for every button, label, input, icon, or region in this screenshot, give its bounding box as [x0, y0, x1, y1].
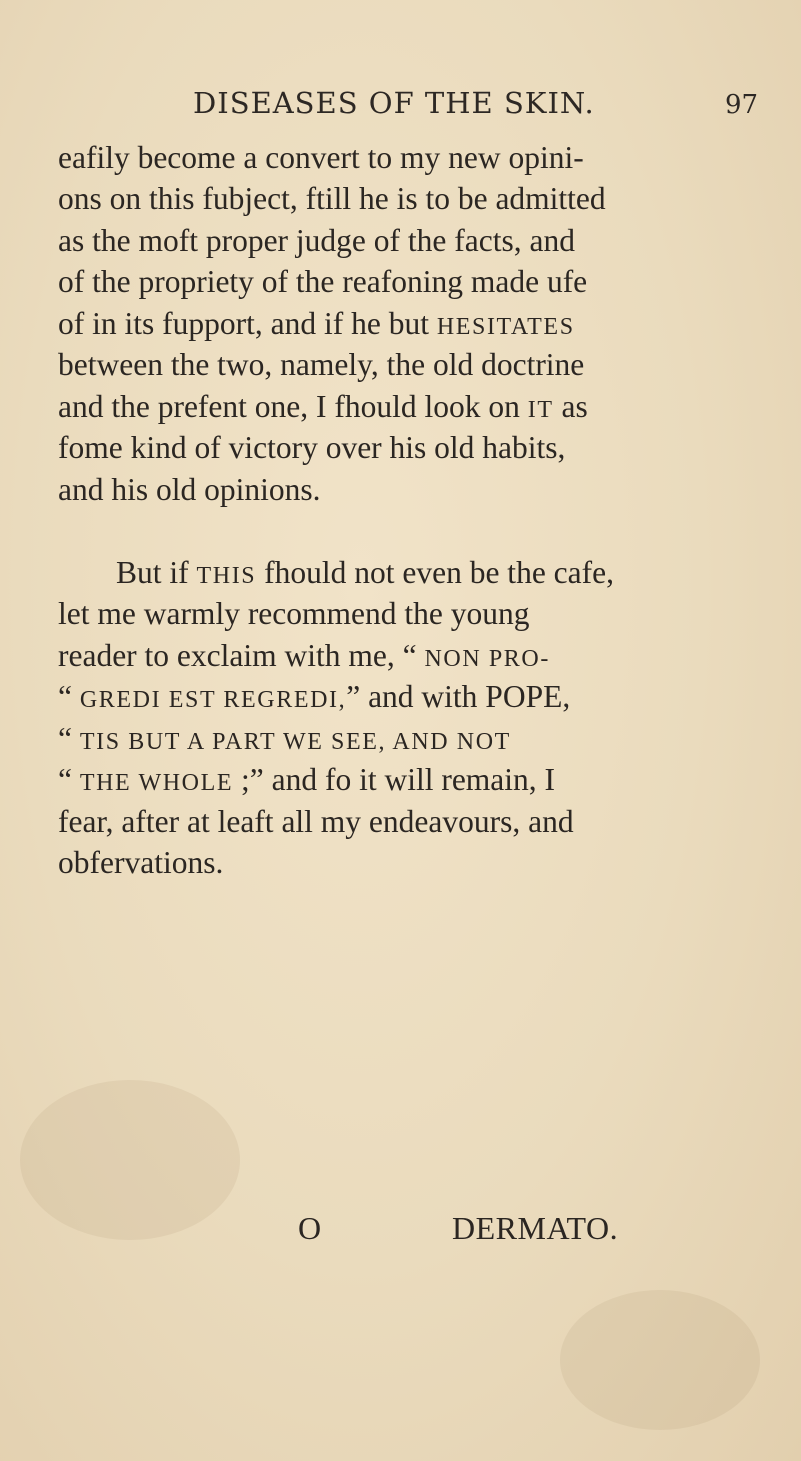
page-number: 97 — [725, 90, 759, 120]
paper-stain — [20, 1080, 240, 1240]
text-line: as the moft proper judge of the facts, and — [58, 223, 575, 258]
text-line: “ TIS BUT A PART WE SEE, AND NOT — [58, 721, 511, 756]
text-line: ons on this fubject, ftill he is to be admitted — [58, 181, 606, 216]
text-line: eafily become a convert to my new opini- — [58, 140, 584, 175]
text-line: of the propriety of the reafoning made ufe — [58, 264, 588, 299]
catchword: DERMATO. — [452, 1210, 619, 1246]
text-line: and the prefent one, I fhould look on IT as — [58, 389, 588, 424]
text-line: and his old opinions. — [58, 472, 321, 507]
text-line: let me warmly recommend the young — [58, 596, 530, 631]
text-line: between the two, namely, the old doctrine — [58, 347, 585, 382]
text-line: obfervations. — [58, 845, 224, 880]
text-line: But if THIS fhould not even be the cafe, — [116, 555, 614, 590]
running-head: DISEASES OF THE SKIN. — [193, 86, 595, 120]
text-line: fear, after at leaft all my endeavours, and — [58, 804, 574, 839]
signature-mark: O — [298, 1210, 322, 1246]
text-line: of in its fupport, and if he but HESITATES — [58, 306, 575, 341]
text-line: “ THE WHOLE ;” and fo it will remain, I — [58, 762, 556, 797]
paper-stain — [560, 1290, 760, 1430]
text-line: “ GREDI EST REGREDI,” and with POPE, — [58, 679, 571, 714]
text-line: reader to exclaim with me, “ NON PRO- — [58, 638, 550, 673]
text-line: fome kind of victory over his old habits, — [58, 430, 566, 465]
